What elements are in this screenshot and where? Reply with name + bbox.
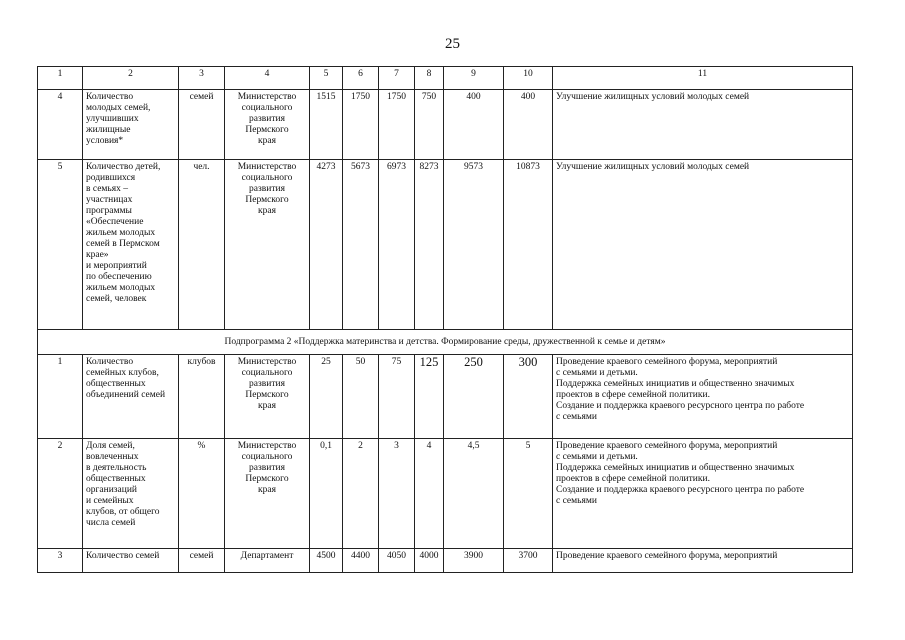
header-cell: 4 xyxy=(225,67,310,90)
value-col-6: 2 xyxy=(343,439,379,549)
row-number: 3 xyxy=(38,549,83,573)
table-row xyxy=(38,355,853,439)
value-col-5: 4273 xyxy=(310,160,343,330)
value-col-7: 1750 xyxy=(379,90,415,160)
value-col-5: 1515 xyxy=(310,90,343,160)
header-cell: 5 xyxy=(310,67,343,90)
value-col-10: 400 xyxy=(504,90,553,160)
row-number: 2 xyxy=(38,439,83,549)
value-col-7: 75 xyxy=(379,355,415,439)
responsible: Министерство социального развития Пермского края xyxy=(225,355,310,439)
value-col-7: 3 xyxy=(379,439,415,549)
indicator-name: Количество молодых семей, улучшивших жилищные условия* xyxy=(83,90,179,160)
value-col-10: 3700 xyxy=(504,549,553,573)
unit: семей xyxy=(179,90,225,160)
unit: чел. xyxy=(179,160,225,330)
value-col-7: 4050 xyxy=(379,549,415,573)
value-col-7: 6973 xyxy=(379,160,415,330)
expected-result: Улучшение жилищных условий молодых семей xyxy=(553,160,853,330)
value-col-8: 4000 xyxy=(415,549,444,573)
header-cell: 10 xyxy=(504,67,553,90)
expected-result: Улучшение жилищных условий молодых семей xyxy=(553,90,853,160)
indicators-table xyxy=(37,66,853,573)
value-col-9: 400 xyxy=(444,90,504,160)
header-cell: 2 xyxy=(83,67,179,90)
value-col-9: 250 xyxy=(444,355,504,439)
indicator-name: Количество детей, родившихся в семьях – участницах программы «Обеспечение жильем молодых семей в Пермском крае» и мероприятий по обеспечению жильем молодых семей, человек xyxy=(83,160,179,330)
row-number: 1 xyxy=(38,355,83,439)
value-col-10: 5 xyxy=(504,439,553,549)
value-col-6: 50 xyxy=(343,355,379,439)
unit: % xyxy=(179,439,225,549)
header-cell: 9 xyxy=(444,67,504,90)
responsible: Департамент xyxy=(225,549,310,573)
subprogram-row xyxy=(38,330,853,355)
value-col-6: 4400 xyxy=(343,549,379,573)
header-cell: 8 xyxy=(415,67,444,90)
value-col-8: 125 xyxy=(415,355,444,439)
table-row xyxy=(38,90,853,160)
header-cell: 7 xyxy=(379,67,415,90)
expected-result: Проведение краевого семейного форума, мероприятий с семьями и детьми. Поддержка семейных инициатив и общественно значимых проектов в сфере семейной политики. Создание и поддержка краевого ресурсного центра по работе с семьями xyxy=(553,439,853,549)
indicator-name: Доля семей, вовлеченных в деятельность общественных организаций и семейных клубов, от общего числа семей xyxy=(83,439,179,549)
indicator-name: Количество семейных клубов, общественных объединений семей xyxy=(83,355,179,439)
value-col-9: 9573 xyxy=(444,160,504,330)
responsible: Министерство социального развития Пермского края xyxy=(225,90,310,160)
indicator-name: Количество семей xyxy=(83,549,179,573)
header-cell: 3 xyxy=(179,67,225,90)
value-col-6: 1750 xyxy=(343,90,379,160)
header-cell: 11 xyxy=(553,67,853,90)
value-col-8: 4 xyxy=(415,439,444,549)
page-number: 25 xyxy=(445,36,460,52)
value-col-5: 25 xyxy=(310,355,343,439)
value-col-5: 4500 xyxy=(310,549,343,573)
responsible: Министерство социального развития Пермского края xyxy=(225,439,310,549)
table-row xyxy=(38,439,853,549)
value-col-5: 0,1 xyxy=(310,439,343,549)
responsible: Министерство социального развития Пермского края xyxy=(225,160,310,330)
row-number: 5 xyxy=(38,160,83,330)
table-row xyxy=(38,160,853,330)
value-col-8: 750 xyxy=(415,90,444,160)
expected-result: Проведение краевого семейного форума, мероприятий xyxy=(553,549,853,573)
subprogram-title: Подпрограмма 2 «Поддержка материнства и детства. Формирование среды, дружественной к семье и детям» xyxy=(38,330,853,355)
header-cell: 6 xyxy=(343,67,379,90)
expected-result: Проведение краевого семейного форума, мероприятий с семьями и детьми. Поддержка семейных инициатив и общественно значимых проектов в сфере семейной политики. Создание и поддержка краевого ресурсного центра по работе с семьями xyxy=(553,355,853,439)
value-col-9: 4,5 xyxy=(444,439,504,549)
row-number: 4 xyxy=(38,90,83,160)
column-number-row xyxy=(38,67,853,90)
value-col-10: 300 xyxy=(504,355,553,439)
unit: семей xyxy=(179,549,225,573)
value-col-9: 3900 xyxy=(444,549,504,573)
value-col-6: 5673 xyxy=(343,160,379,330)
table-row xyxy=(38,549,853,573)
header-cell: 1 xyxy=(38,67,83,90)
unit: клубов xyxy=(179,355,225,439)
value-col-10: 10873 xyxy=(504,160,553,330)
value-col-8: 8273 xyxy=(415,160,444,330)
